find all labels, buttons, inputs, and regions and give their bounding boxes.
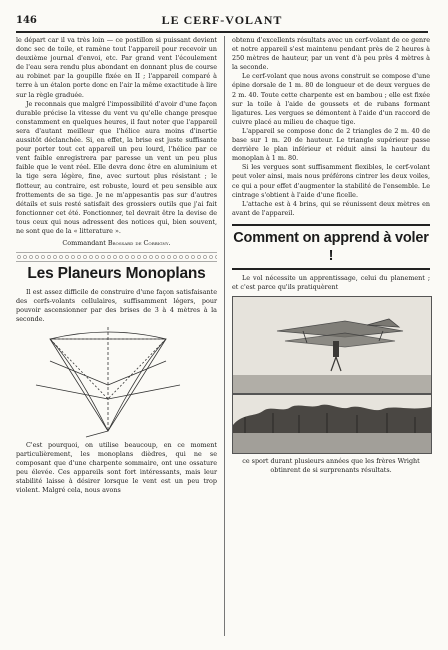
landscape-illustration [233, 395, 431, 453]
landscape-photo [232, 394, 432, 454]
article-paragraph: le départ car il va très loin — ce postillon si puissant devient donc sec de toile, et ramène tout l'appareil pour recevoir un deuxième journal d'envoi, etc. Par grand vent l'écoulement de l'eau sera rendu plus abondant en donnant plus de course au robinet par la goupille fixée en II ; l'appareil comparé à terre à un étalon porte donc en l'air la même exactitude à lire sur la règle graduée. [16, 36, 217, 99]
page-header [16, 10, 428, 32]
kite-drawing [16, 327, 217, 439]
left-column [16, 36, 217, 495]
article-paragraph: Il est assez difficile de construire d'une façon satisfaisante des cerfs-volants cellulaires, suffisamment légers, pour pouvoir ascensionner par des brises de 3 à 4 mètres à la seconde. [16, 288, 217, 324]
article-paragraph: Si les vergues sont suffisamment flexibles, le cerf-volant peut voler ainsi, mais nous préférons cintrer les deux voiles, ce qui a pour effet d'augmenter la stabilité de l'ensemble. Le cintrage s'obtient à l'aide d'une ficelle. [232, 163, 430, 199]
journal-title: LE CERF-VOLANT [161, 13, 283, 27]
page-number: 146 [16, 15, 37, 26]
article-paragraph: L'appareil se compose donc de 2 triangles de 2 m. 40 de base sur 1 m. 20 de hauteur. Le triangle supérieur passe derrière le plan inférieur et réduit ainsi la hauteur du monoplan à 1 m. 80. [232, 126, 430, 163]
header-rule [16, 31, 428, 33]
article-paragraph: C'est pourquoi, on utilise beaucoup, en ce moment particulièrement, les monoplans dièdres, qui ne se composant que d'une charpente sommaire, ont une ossature peu élevée. Ces appareils sont fort intéressants, mais leur stabilité laisse à désirer lorsque le vent est un peu trop violent. Malgré cela, nous avons [16, 440, 217, 494]
article-paragraph: Le vol nécessite un apprentissage, celui du planement ; et c'est parce qu'ils pratiquèrent [232, 273, 430, 291]
section-title-voler: Comment on apprend à voler ! [232, 224, 430, 270]
ornament-divider [16, 252, 217, 262]
signature-name: Brossard de Corbigny. [107, 239, 171, 248]
article-paragraph: L'attache est à 4 brins, qui se réunissent deux mètres en avant de l'appareil. [232, 199, 430, 217]
article-paragraph: Je reconnais que malgré l'impossibilité d'avoir d'une façon durable précise la vitesse du vent vu qu'elle change presque constamment en quelques heures, il faut noter que l'appareil sera d'autant meilleur que l'hélice aura moins d'inertie aussitôt déclanchée. Si, en effet, la brise est juste suffisante pour porter tout cet appareil un peu lourd, l'hélice par ce vent faible enregistrera par paresse un vent un peu plus faible que le vent réel. Elle devra donc être en aluminium et la tige sera légère, fine, avec surtout plus résistant ; le flotteur, au contraire, est robuste, lourd et peu sensible aux frottements de sa tige. Je ne m'appesantis pas sur d'autres détails et suis resté satisfait des grossiers outils que j'ai fait fonctionner cet été. Fonctionner, tel devrait être la devise de tous ceux qui nous adressent des notices qui, bien souvent, ne sont que de la « litterature ». [16, 99, 217, 235]
monoplane-kite-diagram [16, 327, 217, 439]
column-divider [224, 36, 225, 636]
article-paragraph: Le cerf-volant que nous avons construit se compose d'une épine dorsale de 1 m. 80 de longueur et de deux vergues de 2 m. 40. Toute cette charpente est en bambou ; elle est fixée sur la toile à l'aide de goussets et de rubans formant ligatures. Les vergues se démontent à l'aide d'un raccord de cuivre placé au milieu de chaque tige. [232, 72, 430, 126]
article-paragraph: obtenu d'excellents résultats avec un cerf-volant de ce genre et notre appareil s'est maintenu pendant près de 2 heures à 250 mètres de hauteur, par un vent d'à peu près 4 mètres à la seconde. [232, 36, 430, 72]
glider-illustration [233, 297, 431, 393]
right-column [232, 36, 430, 474]
glider-flight-photo [232, 296, 432, 394]
photo-caption: ce sport durant plusieurs années que les frères Wright obtinrent de si surprenants résultats. [242, 457, 420, 474]
author-signature [16, 239, 217, 248]
signature-prefix: Commandant [62, 239, 106, 248]
section-title-monoplans: Les Planeurs Monoplans [27, 265, 206, 283]
